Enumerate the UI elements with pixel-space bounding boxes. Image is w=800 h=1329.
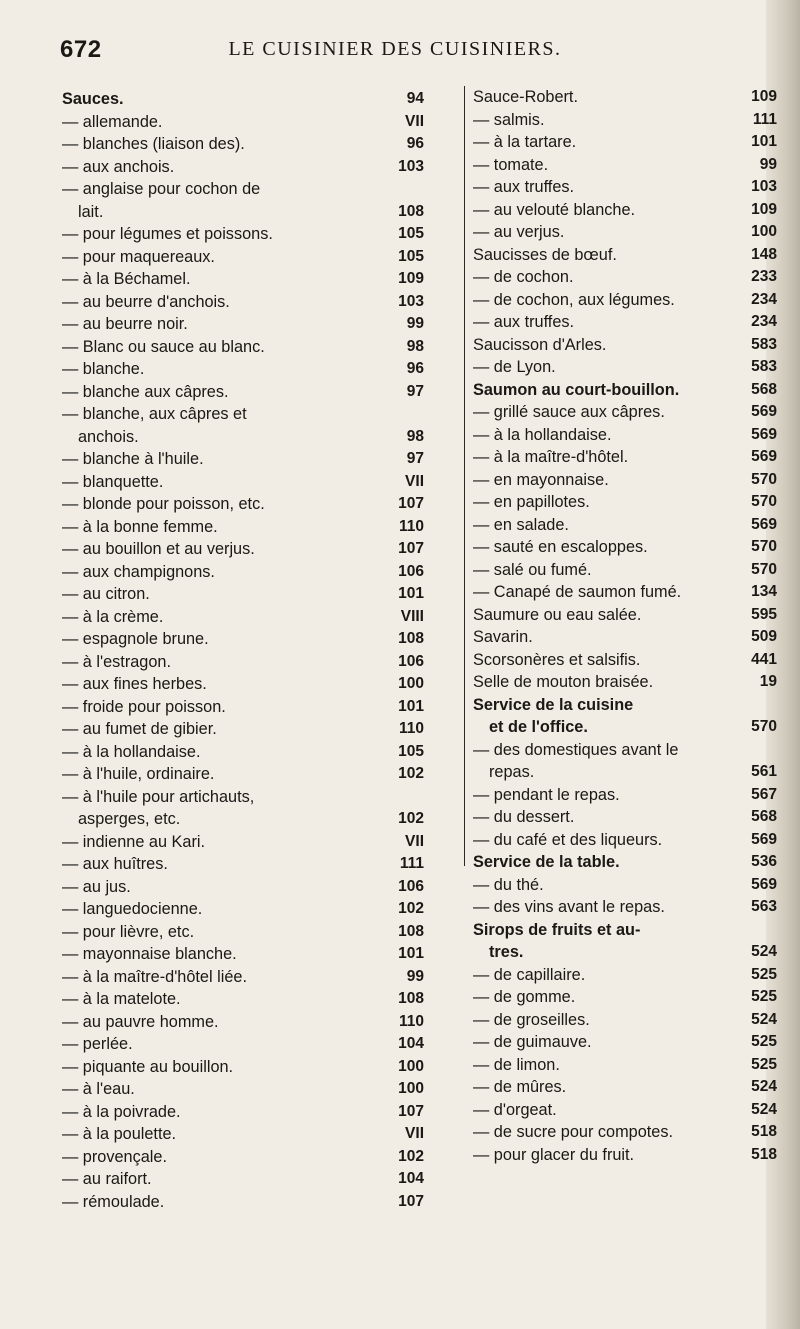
- entry-page-number: 569: [751, 875, 777, 893]
- entry-page-number: 110: [398, 720, 424, 737]
- entry-text: — à l'eau.: [62, 1080, 135, 1098]
- index-entry: [62, 606, 430, 629]
- index-entry: [473, 1099, 777, 1122]
- entry-text: et de l'office.: [489, 718, 588, 736]
- index-entry: [62, 876, 430, 899]
- entry-text: — du thé.: [473, 875, 544, 894]
- entry-text: Saumon au court-bouillon.: [473, 380, 680, 399]
- entry-text: — à la matelote.: [62, 990, 181, 1008]
- entry-page-number: 569: [751, 515, 777, 533]
- entry-page-number: 100: [398, 1080, 424, 1097]
- entry-page-number: VIII: [400, 607, 424, 625]
- index-entry: [62, 381, 430, 404]
- index-entry: [62, 1123, 430, 1146]
- index-entry: [473, 446, 777, 469]
- entry-page-number: 524: [751, 943, 777, 960]
- entry-page-number: 525: [751, 988, 777, 1005]
- index-entry: [62, 538, 430, 561]
- entry-text: — espagnole brune.: [62, 630, 209, 648]
- entry-text: — aux champignons.: [62, 562, 215, 581]
- index-entry: [473, 86, 777, 109]
- index-entry: [473, 221, 777, 244]
- entry-page-number: 524: [751, 1010, 777, 1028]
- index-entry: [473, 131, 777, 154]
- index-entry: [473, 761, 777, 784]
- entry-text: — des vins avant le repas.: [473, 898, 665, 916]
- entry-text: — de Lyon.: [473, 358, 556, 376]
- entry-text: Selle de mouton braisée.: [473, 673, 654, 691]
- index-entry: [473, 244, 777, 267]
- index-entry: [62, 853, 430, 876]
- entry-text: — de cochon, aux légumes.: [473, 290, 675, 309]
- entry-text: — au raifort.: [62, 1170, 152, 1188]
- index-entry: [473, 1076, 777, 1099]
- entry-text: — à la bonne femme.: [62, 517, 218, 536]
- index-entry: [473, 694, 777, 717]
- index-entry: [62, 516, 430, 539]
- page-header: [60, 36, 730, 76]
- entry-text: — de groseilles.: [473, 1010, 590, 1029]
- index-entry: [62, 268, 430, 291]
- index-entry: [62, 583, 430, 606]
- entry-text: — au jus.: [62, 877, 131, 896]
- entry-text: — Canapé de saumon fumé.: [473, 583, 682, 601]
- page-number: 672: [60, 36, 102, 63]
- entry-page-number: 595: [751, 605, 777, 623]
- entry-text: — de mûres.: [473, 1078, 567, 1096]
- entry-text: — anglaise pour cochon de: [62, 180, 261, 198]
- entry-page-number: 106: [398, 877, 424, 895]
- index-entry: [473, 356, 777, 379]
- index-entry: [62, 786, 430, 809]
- entry-page-number: 583: [751, 335, 777, 353]
- entry-text: asperges, etc.: [78, 810, 181, 828]
- entry-text: — à la poivrade.: [62, 1102, 181, 1121]
- entry-page-number: 148: [751, 245, 777, 263]
- entry-page-number: 509: [751, 628, 777, 645]
- index-entry: [62, 921, 430, 944]
- entry-page-number: 583: [751, 358, 777, 375]
- index-entry: [62, 988, 430, 1011]
- index-entry: [473, 334, 777, 357]
- entry-page-number: 102: [398, 1147, 424, 1165]
- entry-text: Savarin.: [473, 628, 533, 646]
- entry-text: — au verjus.: [473, 223, 565, 241]
- entry-text: anchois.: [78, 427, 139, 446]
- entry-page-number: VII: [405, 832, 424, 850]
- entry-text: — en salade.: [473, 515, 569, 534]
- index-entry: [62, 426, 430, 449]
- running-title: LE CUISINIER DES CUISINIERS.: [228, 38, 562, 60]
- entry-text: Service de la cuisine: [473, 695, 634, 714]
- index-entry: [62, 493, 430, 516]
- entry-text: — à la poulette.: [62, 1125, 177, 1143]
- entry-page-number: 103: [398, 292, 424, 310]
- entry-text: — en papillotes.: [473, 493, 590, 511]
- index-entry: [62, 403, 430, 426]
- entry-text: — à la maître-d'hôtel.: [473, 448, 629, 466]
- index-entry: [62, 223, 430, 246]
- index-column-left: [62, 88, 430, 1213]
- index-entry: [473, 311, 777, 334]
- index-entry: [62, 1078, 430, 1101]
- index-entry: [62, 313, 430, 336]
- entry-text: — allemande.: [62, 112, 163, 131]
- entry-page-number: 107: [398, 1192, 424, 1210]
- entry-page-number: 96: [406, 135, 424, 152]
- entry-page-number: 110: [398, 517, 424, 535]
- index-entry: [62, 1146, 430, 1169]
- entry-text: — blanquette.: [62, 472, 164, 491]
- index-entry: [473, 604, 777, 627]
- entry-page-number: 233: [751, 268, 777, 285]
- index-entry: [473, 1031, 777, 1054]
- index-entry: [62, 1168, 430, 1191]
- entry-page-number: 111: [752, 110, 777, 128]
- entry-text: — mayonnaise blanche.: [62, 945, 237, 963]
- index-entry: [62, 358, 430, 381]
- entry-text: — pour maquereaux.: [62, 247, 215, 266]
- index-entry: [473, 559, 777, 582]
- entry-text: Service de la table.: [473, 853, 620, 871]
- entry-text: — au velouté blanche.: [473, 200, 636, 219]
- entry-page-number: 569: [751, 830, 777, 848]
- index-entry: [62, 201, 430, 224]
- index-entry: [473, 266, 777, 289]
- entry-text: — au pauvre homme.: [62, 1012, 219, 1031]
- entry-text: — piquante au bouillon.: [62, 1057, 234, 1076]
- entry-text: — au bouillon et au verjus.: [62, 540, 255, 558]
- entry-page-number: 97: [406, 450, 424, 467]
- entry-page-number: 107: [398, 540, 424, 557]
- entry-text: — en mayonnaise.: [473, 470, 609, 489]
- index-entry: [62, 561, 430, 584]
- entry-page-number: 101: [398, 697, 424, 715]
- entry-page-number: 525: [751, 965, 777, 983]
- entry-page-number: 105: [398, 742, 424, 760]
- entry-text: — grillé sauce aux câpres.: [473, 403, 665, 421]
- entry-page-number: 525: [751, 1033, 777, 1050]
- index-entry: [473, 851, 777, 874]
- entry-text: — Blanc ou sauce au blanc.: [62, 337, 265, 356]
- index-entry: [473, 199, 777, 222]
- entry-page-number: 234: [751, 290, 777, 308]
- index-entry: [62, 966, 430, 989]
- entry-page-number: 570: [751, 493, 777, 510]
- entry-text: — d'orgeat.: [473, 1100, 557, 1119]
- entry-text: — à la maître-d'hôtel liée.: [62, 967, 248, 986]
- index-entry: [62, 808, 430, 831]
- entry-page-number: 105: [398, 247, 424, 265]
- entry-text: — de guimauve.: [473, 1033, 592, 1051]
- index-entry: [62, 88, 430, 111]
- entry-page-number: 563: [751, 898, 777, 915]
- entry-page-number: 99: [406, 315, 424, 332]
- index-entry: [473, 581, 777, 604]
- index-entry: [473, 806, 777, 829]
- entry-text: — aux anchois.: [62, 157, 175, 176]
- entry-text: — provençale.: [62, 1147, 167, 1166]
- entry-page-number: 568: [751, 380, 777, 398]
- index-entry: [473, 649, 777, 672]
- entry-text: — à la crème.: [62, 607, 164, 626]
- index-entry: [62, 246, 430, 269]
- entry-page-number: 19: [759, 673, 777, 690]
- entry-text: — aux huîtres.: [62, 855, 168, 873]
- entry-text: — salmis.: [473, 110, 545, 129]
- index-entry: [62, 673, 430, 696]
- index-entry: [473, 986, 777, 1009]
- index-entry: [62, 178, 430, 201]
- entry-text: — au beurre d'anchois.: [62, 292, 230, 311]
- entry-text: — sauté en escaloppes.: [473, 538, 648, 556]
- entry-text: — à la hollandaise.: [473, 425, 612, 444]
- entry-text: Sauces.: [62, 90, 124, 108]
- entry-page-number: 100: [398, 675, 424, 692]
- index-entry: [473, 491, 777, 514]
- entry-text: — rémoulade.: [62, 1192, 165, 1211]
- index-entry: [473, 424, 777, 447]
- index-entry: [62, 943, 430, 966]
- entry-page-number: 109: [751, 200, 777, 218]
- index-entry: [473, 469, 777, 492]
- index-entry: [473, 896, 777, 919]
- entry-text: — de limon.: [473, 1055, 560, 1074]
- index-entry: [473, 941, 777, 964]
- entry-page-number: VII: [405, 112, 424, 130]
- entry-text: — blanche, aux câpres et: [62, 405, 247, 423]
- index-entry: [62, 831, 430, 854]
- entry-page-number: 570: [751, 560, 777, 578]
- index-entry: [473, 626, 777, 649]
- entry-page-number: 105: [398, 225, 424, 242]
- entry-page-number: 570: [751, 538, 777, 555]
- entry-page-number: 108: [398, 990, 424, 1007]
- entry-page-number: 569: [751, 403, 777, 420]
- entry-page-number: 524: [751, 1078, 777, 1095]
- index-entry: [62, 448, 430, 471]
- index-entry: [473, 829, 777, 852]
- entry-text: Saucisson d'Arles.: [473, 335, 607, 354]
- entry-text: — blanche.: [62, 360, 145, 378]
- entry-page-number: 110: [398, 1012, 424, 1030]
- entry-page-number: 567: [751, 785, 777, 803]
- entry-text: — pour glacer du fruit.: [473, 1145, 635, 1164]
- entry-page-number: 99: [406, 967, 424, 985]
- entry-text: — aux truffes.: [473, 313, 575, 331]
- entry-text: lait.: [78, 202, 104, 221]
- entry-text: — de cochon.: [473, 268, 574, 286]
- index-entry: [62, 651, 430, 674]
- entry-text: — blanches (liaison des).: [62, 135, 245, 153]
- entry-text: — pendant le repas.: [473, 785, 620, 804]
- entry-text: — salé ou fumé.: [473, 560, 592, 579]
- entry-text: repas.: [489, 763, 535, 781]
- entry-page-number: 109: [751, 88, 777, 105]
- entry-text: — au fumet de gibier.: [62, 720, 217, 738]
- entry-page-number: 100: [398, 1057, 424, 1075]
- entry-page-number: 568: [751, 808, 777, 825]
- entry-page-number: 98: [406, 427, 424, 445]
- index-column-right: [464, 86, 777, 1164]
- index-entry: [62, 1033, 430, 1056]
- entry-page-number: 524: [751, 1100, 777, 1118]
- entry-page-number: 569: [751, 425, 777, 443]
- entry-text: — à l'huile pour artichauts,: [62, 787, 255, 806]
- entry-text: Sirops de fruits et au-: [473, 920, 641, 939]
- index-entry: [473, 1121, 777, 1144]
- entry-page-number: 100: [751, 223, 777, 240]
- index-entry: [473, 514, 777, 537]
- index-entry: [62, 111, 430, 134]
- entry-text: — blanche aux câpres.: [62, 382, 229, 401]
- entry-page-number: 96: [406, 360, 424, 377]
- index-entry: [473, 1144, 777, 1167]
- entry-text: tres.: [489, 943, 524, 961]
- entry-page-number: 104: [398, 1170, 424, 1187]
- entry-page-number: 518: [751, 1123, 777, 1140]
- entry-page-number: 102: [398, 810, 424, 827]
- entry-page-number: 108: [398, 630, 424, 647]
- entry-text: Scorsonères et salsifis.: [473, 650, 641, 669]
- entry-page-number: 94: [406, 90, 424, 107]
- index-entry: [62, 336, 430, 359]
- entry-text: — à la Béchamel.: [62, 270, 191, 288]
- index-entry: [473, 964, 777, 987]
- entry-page-number: 234: [751, 313, 777, 330]
- entry-text: — aux fines herbes.: [62, 675, 207, 693]
- entry-text: Sauce-Robert.: [473, 88, 578, 106]
- entry-page-number: VII: [405, 1125, 424, 1142]
- entry-text: — pour légumes et poissons.: [62, 225, 273, 243]
- entry-page-number: 107: [398, 495, 424, 512]
- entry-text: — à la tartare.: [473, 133, 577, 151]
- entry-text: — blonde pour poisson, etc.: [62, 495, 265, 513]
- entry-page-number: 518: [751, 1145, 777, 1163]
- entry-page-number: 101: [751, 133, 777, 150]
- entry-page-number: 536: [751, 853, 777, 870]
- index-entry: [62, 291, 430, 314]
- entry-page-number: 525: [751, 1055, 777, 1073]
- entry-text: — de sucre pour compotes.: [473, 1123, 673, 1141]
- entry-page-number: 109: [398, 270, 424, 287]
- index-entry: [62, 741, 430, 764]
- entry-text: — à l'estragon.: [62, 652, 171, 671]
- entry-text: — de gomme.: [473, 988, 576, 1006]
- index-entry: [473, 739, 777, 762]
- index-entry: [62, 696, 430, 719]
- entry-page-number: 97: [406, 382, 424, 400]
- entry-text: — du dessert.: [473, 808, 575, 826]
- index-entry: [62, 471, 430, 494]
- index-entry: [473, 109, 777, 132]
- entry-page-number: 111: [399, 855, 424, 872]
- entry-page-number: 108: [398, 922, 424, 940]
- entry-page-number: 101: [398, 585, 424, 602]
- entry-text: — pour lièvre, etc.: [62, 922, 195, 941]
- entry-page-number: 106: [398, 652, 424, 670]
- entry-text: Saucisses de bœuf.: [473, 245, 617, 264]
- entry-page-number: 441: [751, 650, 777, 668]
- index-entry: [473, 919, 777, 942]
- entry-page-number: 108: [398, 202, 424, 220]
- index-entry: [62, 763, 430, 786]
- entry-text: Saumure ou eau salée.: [473, 605, 642, 624]
- index-entry: [62, 1011, 430, 1034]
- entry-page-number: 570: [751, 718, 777, 735]
- entry-page-number: 104: [398, 1035, 424, 1052]
- entry-page-number: 106: [398, 562, 424, 580]
- index-entry: [473, 154, 777, 177]
- index-entry: [62, 1191, 430, 1214]
- index-entry: [62, 628, 430, 651]
- index-entry: [473, 784, 777, 807]
- index-entry: [473, 1054, 777, 1077]
- index-entry: [62, 1056, 430, 1079]
- index-entry: [473, 671, 777, 694]
- index-entry: [62, 156, 430, 179]
- entry-page-number: 570: [751, 470, 777, 488]
- entry-text: — languedocienne.: [62, 900, 203, 918]
- entry-page-number: VII: [405, 472, 424, 490]
- entry-page-number: 103: [751, 178, 777, 195]
- entry-text: — au beurre noir.: [62, 315, 188, 333]
- entry-page-number: 107: [398, 1102, 424, 1120]
- index-entry: [473, 176, 777, 199]
- entry-page-number: 99: [759, 155, 777, 173]
- entry-page-number: 561: [751, 763, 777, 780]
- entry-page-number: 103: [398, 157, 424, 175]
- entry-text: — perlée.: [62, 1035, 133, 1053]
- index-entry: [62, 718, 430, 741]
- index-entry: [62, 133, 430, 156]
- index-entry: [62, 1101, 430, 1124]
- entry-text: — à la hollandaise.: [62, 742, 201, 761]
- entry-text: — indienne au Kari.: [62, 832, 206, 851]
- entry-page-number: 134: [751, 583, 777, 600]
- entry-text: — des domestiques avant le: [473, 740, 679, 759]
- entry-page-number: 102: [398, 765, 424, 782]
- index-entry: [62, 898, 430, 921]
- entry-page-number: 101: [398, 945, 424, 962]
- index-entry: [473, 379, 777, 402]
- index-entry: [473, 716, 777, 739]
- entry-text: — blanche à l'huile.: [62, 450, 204, 468]
- entry-page-number: 569: [751, 448, 777, 465]
- entry-page-number: 98: [406, 337, 424, 355]
- index-entry: [473, 401, 777, 424]
- entry-text: — au citron.: [62, 585, 150, 603]
- index-entry: [473, 289, 777, 312]
- entry-text: — du café et des liqueurs.: [473, 830, 663, 849]
- entry-page-number: 102: [398, 900, 424, 917]
- index-entry: [473, 874, 777, 897]
- index-entry: [473, 1009, 777, 1032]
- entry-text: — à l'huile, ordinaire.: [62, 765, 215, 783]
- entry-text: — tomate.: [473, 155, 549, 174]
- entry-text: — froide pour poisson.: [62, 697, 226, 716]
- index-entry: [473, 536, 777, 559]
- entry-text: — aux truffes.: [473, 178, 575, 196]
- entry-text: — de capillaire.: [473, 965, 586, 984]
